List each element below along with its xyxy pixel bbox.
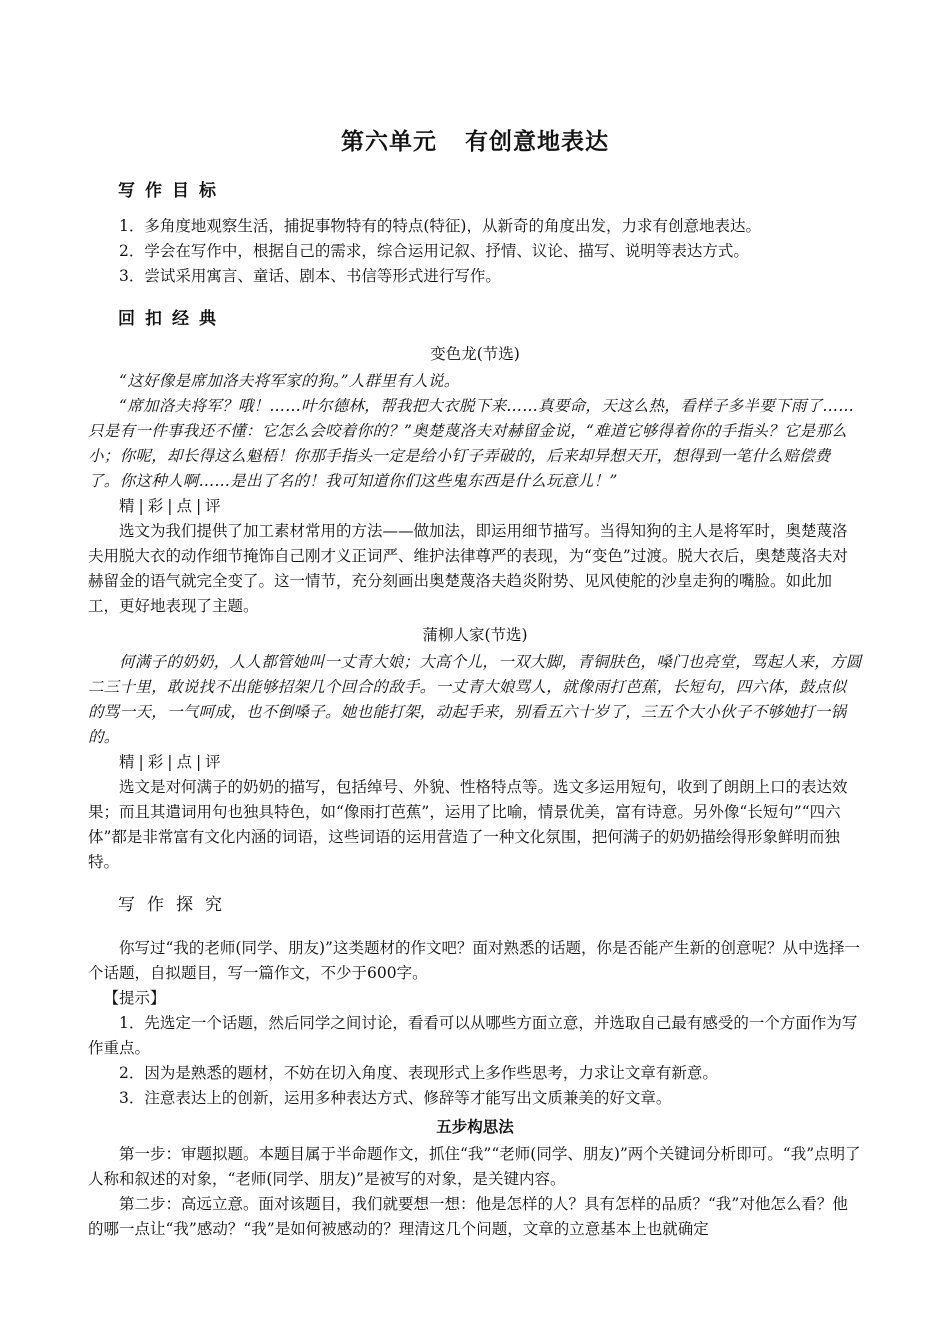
comment-label: 精|彩|点|评 bbox=[119, 497, 225, 515]
section-heading-classics: 回扣经典 bbox=[118, 309, 226, 329]
goal-item: 1．多角度地观察生活，捕捉事物特有的特点(特征)，从新奇的角度出发，力求有创意地表达。 bbox=[119, 217, 761, 235]
tip-item: 1．先选定一个话题，然后同学之间讨论，看看可以从哪些方面立意，并选取自己最有感受的一个方面作为写作重点。 bbox=[88, 1014, 858, 1057]
passage-paragraph: 何满子的奶奶，人人都管她叫一丈青大娘；大高个儿，一双大脚，青铜肤色，嗓门也亮堂，骂起人来，方圆二三十里，敢说找不出能够招架几个回合的敌手。一丈青大娘骂人，就像雨打芭蕉，长短句，四六体，鼓点似的骂一天，一气呵成，也不倒嗓子。她也能打架，动起手来，别看五六十岁了，三五个大小伙子不够她打一锅的。 bbox=[88, 653, 862, 746]
unit-label: 第六单元 bbox=[341, 129, 437, 155]
method-step: 第二步：高远立意。面对该题目，我们就要想一想：他是怎样的人？具有怎样的品质？“我”对他怎么看？他的哪一点让“我”感动？“我”是如何被感动的？理清这几个问题，文章的立意基本上也就确定 bbox=[88, 1195, 848, 1238]
passage-title: 蒲柳人家(节选) bbox=[422, 626, 528, 644]
passage-paragraph: “席加洛夫将军？哦！……叶尔德林，帮我把大衣脱下来……真要命，天这么热，看样子多半要下雨了……只是有一件事我还不懂：它怎么会咬着你的？”奥楚蔑洛夫对赫留金说，“难道它够得着你的手指头？它是那么小；你呢，却长得这么魁梧！你那手指头一定是给小钉子弄破的，后来却异想天开，想得到一笔什么赔偿费了。你这种人啊……是出了名的！我可知道你们这些鬼东西是什么玩意儿！” bbox=[88, 397, 855, 490]
tip-item: 3．注意表达上的创新，运用多种表达方式、修辞等才能写出文质兼美的好文章。 bbox=[119, 1089, 672, 1107]
comment-text: 选文为我们提供了加工素材常用的方法——做加法，即运用细节描写。当得知狗的主人是将军时，奥楚蔑洛夫用脱大衣的动作细节掩饰自己刚才义正词严、维护法律尊严的表现，为“变色”过渡。脱大衣后，奥楚蔑洛夫对赫留金的语气就完全变了。这一情节，充分刻画出奥楚蔑洛夫趋炎附势、见风使舵的沙皇走狗的嘴脸。如此加工，更好地表现了主题。 bbox=[88, 522, 848, 615]
goal-item: 2．学会在写作中，根据自己的需求，综合运用记叙、抒情、议论、描写、说明等表达方式。 bbox=[119, 242, 749, 260]
method-step: 第一步：审题拟题。本题目属于半命题作文，抓住“我”“老师(同学、朋友)”两个关键词分析即可。“我”点明了人称和叙述的对象，“老师(同学、朋友)”是被写的对象，是关键内容。 bbox=[88, 1145, 861, 1188]
section-heading-explore: 写作探究 bbox=[118, 895, 234, 915]
writing-prompt: 你写过“我的老师(同学、朋友)”这类题材的作文吧？面对熟悉的话题，你是否能产生新的创意呢？从中选择一个话题，自拟题目，写一篇作文，不少于600字。 bbox=[88, 939, 860, 982]
passage-paragraph: “这好像是席加洛夫将军家的狗。”人群里有人说。 bbox=[119, 372, 460, 390]
tip-item: 2．因为是熟悉的题材，不妨在切入角度、表现形式上多作些思考，力求让文章有新意。 bbox=[119, 1064, 718, 1082]
passage-title: 变色龙(节选) bbox=[430, 345, 520, 363]
page-title bbox=[88, 130, 862, 155]
method-title: 五步构思法 bbox=[436, 1118, 514, 1136]
section-heading-goals: 写作目标 bbox=[118, 181, 226, 201]
comment-text: 选文是对何满子的奶奶的描写，包括绰号、外貌、性格特点等。选文多运用短句，收到了朗朗上口的表达效果；而且其遣词用句也独具特色，如“像雨打芭蕉”，运用了比喻，情景优美，富有诗意。另外像“长短句”“四六体”都是非常富有文化内涵的词语，这些词语的运用营造了一种文化氛围，把何满子的奶奶描绘得形象鲜明而独特。 bbox=[88, 778, 848, 871]
unit-name: 有创意地表达 bbox=[465, 129, 609, 155]
tip-label: 【提示】 bbox=[103, 989, 166, 1007]
comment-label: 精|彩|点|评 bbox=[119, 753, 225, 771]
goal-item: 3．尝试采用寓言、童话、剧本、书信等形式进行写作。 bbox=[119, 267, 501, 285]
